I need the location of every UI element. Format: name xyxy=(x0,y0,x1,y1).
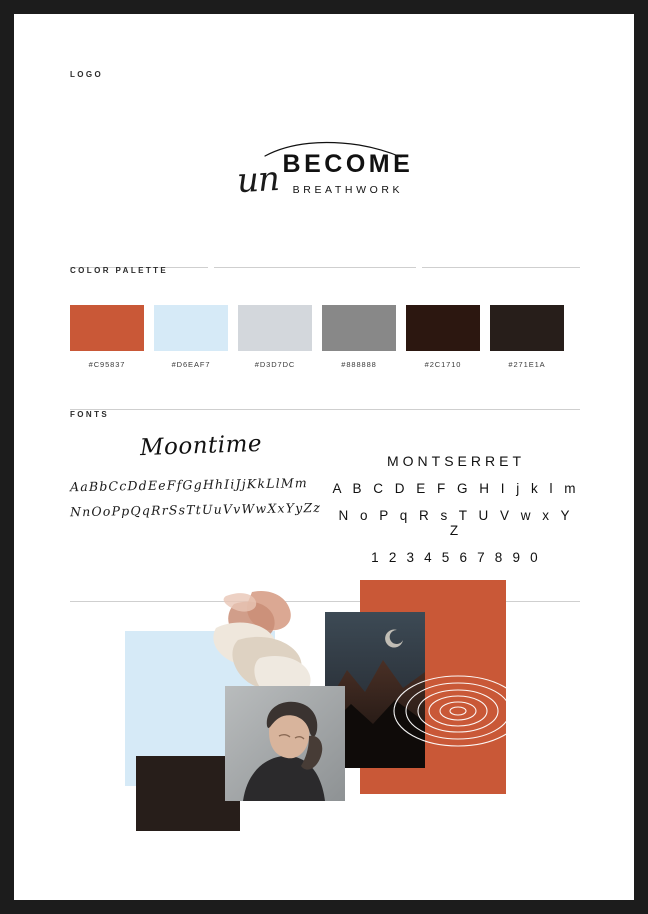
script-font-alphabet-line-1: AaBbCcDdEeFfGgHhIiJjKkLlMm xyxy=(69,475,309,495)
palette-section-label: COLOR PALETTE xyxy=(70,266,169,275)
fonts-body xyxy=(70,429,580,565)
swatch-hex-label: #C95837 xyxy=(88,360,126,369)
color-swatch xyxy=(490,305,564,351)
brand-board-content xyxy=(70,14,580,900)
moodboard-portrait-photo xyxy=(225,686,345,801)
swatch-item xyxy=(490,305,564,369)
brand-board-page xyxy=(14,14,634,900)
swatch-row xyxy=(70,305,580,369)
swatch-hex-label: #2C1710 xyxy=(424,360,462,369)
swatch-hex-label: #271E1A xyxy=(508,360,546,369)
logo-sub-word: BREATHWORK xyxy=(292,184,404,196)
swatch-item xyxy=(322,305,396,369)
color-swatch xyxy=(406,305,480,351)
swatch-item xyxy=(70,305,144,369)
color-swatch xyxy=(322,305,396,351)
fonts-section-label: FONTS xyxy=(70,410,110,419)
script-font-alphabet-line-2: NnOoPpQqRrSsTtUuVvWwXxYyZz xyxy=(69,499,322,520)
color-swatch xyxy=(238,305,312,351)
logo-wordmark xyxy=(283,152,414,196)
color-swatch xyxy=(70,305,144,351)
color-swatch xyxy=(154,305,228,351)
logo-main-word: BECOME xyxy=(282,150,414,178)
swatch-item xyxy=(238,305,312,369)
moodboard-ripple-rings-graphic xyxy=(388,666,528,756)
moodboard-section xyxy=(70,566,580,836)
logo-section xyxy=(70,70,580,268)
swatch-hex-label: #D3D7DC xyxy=(254,360,296,369)
logo-section-label: LOGO xyxy=(70,70,104,79)
sans-font-alphabet-line-1: A B C D E F G H I j k l m xyxy=(332,481,580,496)
swatch-hex-label: #888888 xyxy=(341,360,377,369)
logo-prefix: un xyxy=(235,158,280,202)
swatch-hex-label: #D6EAF7 xyxy=(171,360,211,369)
logo-mark xyxy=(235,150,414,202)
script-font-name: Moontime xyxy=(139,430,263,462)
sans-font-digits: 1 2 3 4 5 6 7 8 9 0 xyxy=(371,550,541,565)
sans-font-specimen xyxy=(332,429,580,565)
logo-lockup xyxy=(70,119,580,229)
sans-font-alphabet-line-2: N o P q R s T U V w x Y Z xyxy=(338,508,574,538)
color-palette-section xyxy=(70,266,580,410)
sans-font-name: MONTSERRET xyxy=(387,453,525,469)
swatch-item xyxy=(406,305,480,369)
script-font-specimen xyxy=(70,429,332,565)
swatch-item xyxy=(154,305,228,369)
